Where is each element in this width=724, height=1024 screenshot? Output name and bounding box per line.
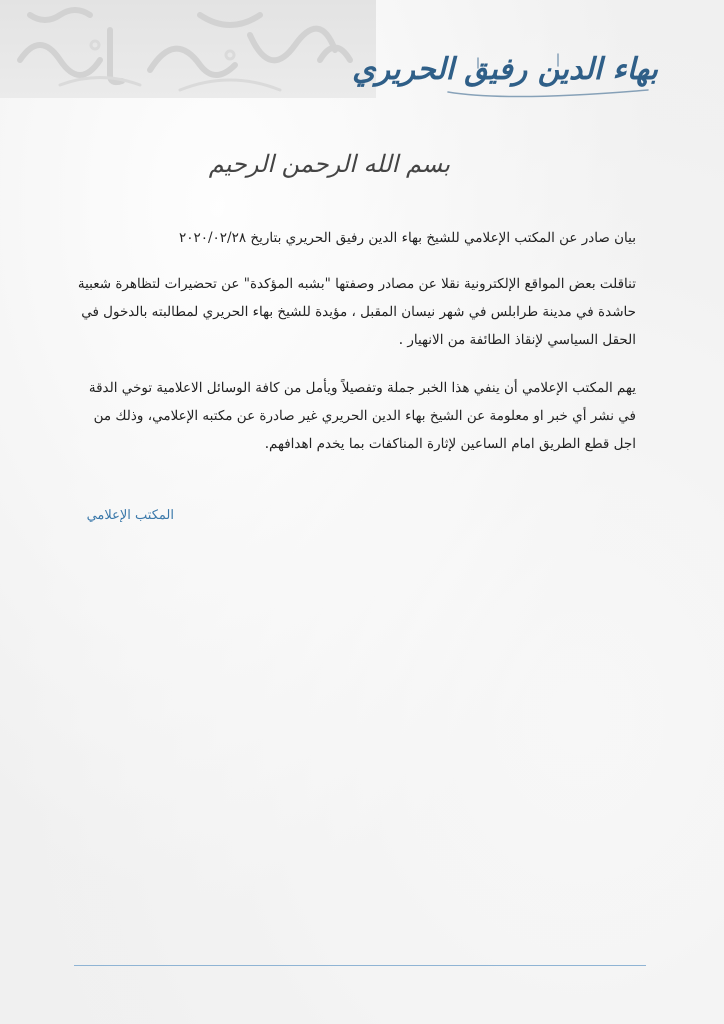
calligraphy-watermark-icon <box>0 0 376 98</box>
statement-paragraph-2: يهم المكتب الإعلامي أن ينفي هذا الخبر جملة وتفصيلاً ويأمل من كافة الوسائل الاعلامية توخي الدقة في نشر أي خبر او معلومة عن الشيخ بهاء الدين الحريري غير صادرة عن مكتبه الإعلامي، وذلك من اجل قطع الطريق امام الساعين لإثارة المناكفات بما يخدم اهدافهم. <box>88 380 636 452</box>
footer-divider <box>74 965 646 966</box>
statement-paragraph-1: تناقلت بعض المواقع الإلكترونية نقلا عن مصادر وصفتها "بشبه المؤكدة" عن تحضيرات لتظاهرة شعبية حاشدة في مدينة طرابلس في شهر نيسان المقبل ، مؤيدة للشيخ بهاء الحريري لمطالبته بالدخول في الحقل السياسي لإنقاذ الطائفة من الانهيار . <box>77 276 636 348</box>
logo-text: بهاء الدين رفيق الحريري <box>352 52 658 87</box>
basmala-text: بسم الله الرحمن الرحيم <box>208 150 450 178</box>
decorative-calligraphy-pattern <box>0 0 376 98</box>
signature: المكتب الإعلامي <box>86 508 174 523</box>
basmala <box>208 140 450 200</box>
statement-heading: بيان صادر عن المكتب الإعلامي للشيخ بهاء الدين رفيق الحريري بتاريخ ٢٠٢٠/٠٢/٢٨ <box>179 230 636 246</box>
brand-logo <box>352 44 658 104</box>
